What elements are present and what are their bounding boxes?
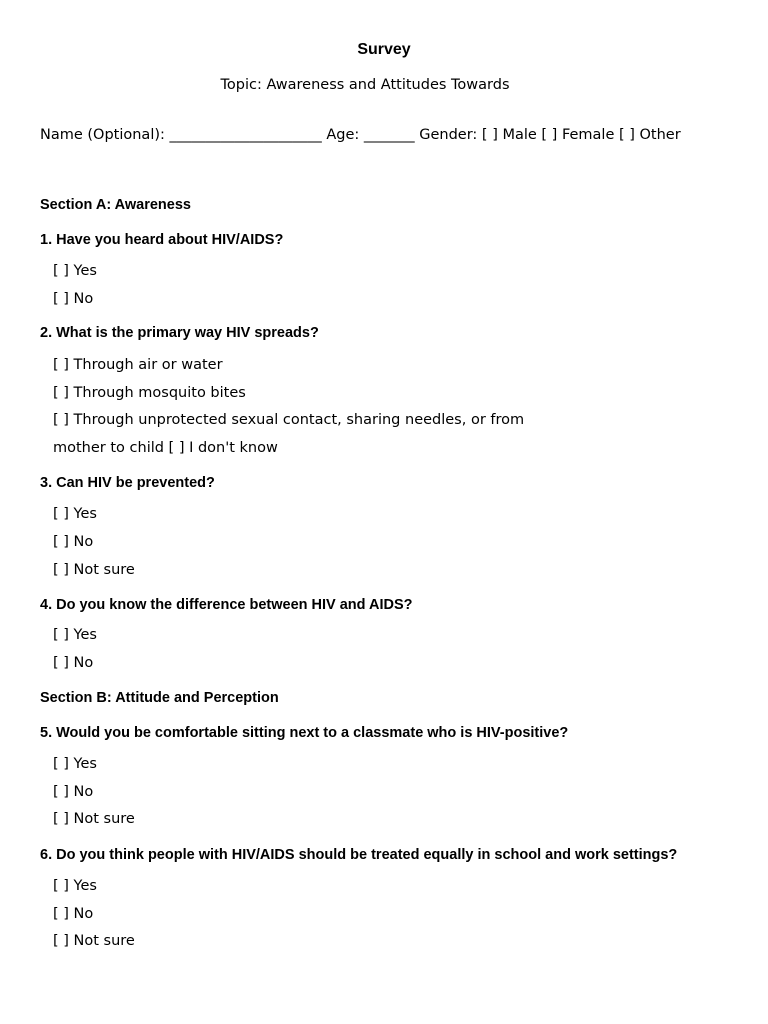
question-3-option-not-sure: [ ] Not sure	[53, 562, 135, 578]
question-6-option-not-sure: [ ] Not sure	[53, 933, 135, 949]
question-6-option-yes: [ ] Yes	[53, 878, 97, 894]
question-2-option-sexual-contact: [ ] Through unprotected sexual contact, sharing needles, or from	[53, 412, 525, 428]
question-4-option-yes: [ ] Yes	[53, 627, 97, 643]
question-6: 6. Do you think people with HIV/AIDS should be treated equally in school and work settings?	[40, 847, 678, 863]
question-5-option-not-sure: [ ] Not sure	[53, 811, 135, 827]
question-2-option-mosquito: [ ] Through mosquito bites	[53, 385, 246, 401]
section-b-title: Section B: Attitude and Perception	[40, 690, 279, 706]
question-6-option-no: [ ] No	[53, 906, 94, 922]
question-1-option-no: [ ] No	[53, 291, 94, 307]
question-3-option-no: [ ] No	[53, 534, 94, 550]
question-4-option-no: [ ] No	[53, 655, 94, 671]
respondent-info-line: Name (Optional): _____________________ Age: _______ Gender: [ ] Male [ ] Female [ ] Other	[40, 127, 681, 143]
question-3-option-yes: [ ] Yes	[53, 506, 97, 522]
question-2: 2. What is the primary way HIV spreads?	[40, 325, 319, 341]
question-1-option-yes: [ ] Yes	[53, 263, 97, 279]
document-title: Survey	[357, 41, 411, 58]
question-1: 1. Have you heard about HIV/AIDS?	[40, 232, 284, 248]
question-4: 4. Do you know the difference between HIV and AIDS?	[40, 597, 413, 613]
question-2-option-air-water: [ ] Through air or water	[53, 357, 223, 373]
document-topic: Topic: Awareness and Attitudes Towards	[220, 77, 510, 93]
question-3: 3. Can HIV be prevented?	[40, 475, 215, 491]
section-a-title: Section A: Awareness	[40, 197, 191, 213]
question-5-option-no: [ ] No	[53, 784, 94, 800]
question-5-option-yes: [ ] Yes	[53, 756, 97, 772]
question-2-option-continuation: mother to child [ ] I don't know	[53, 440, 278, 456]
question-5: 5. Would you be comfortable sitting next to a classmate who is HIV-positive?	[40, 725, 569, 741]
